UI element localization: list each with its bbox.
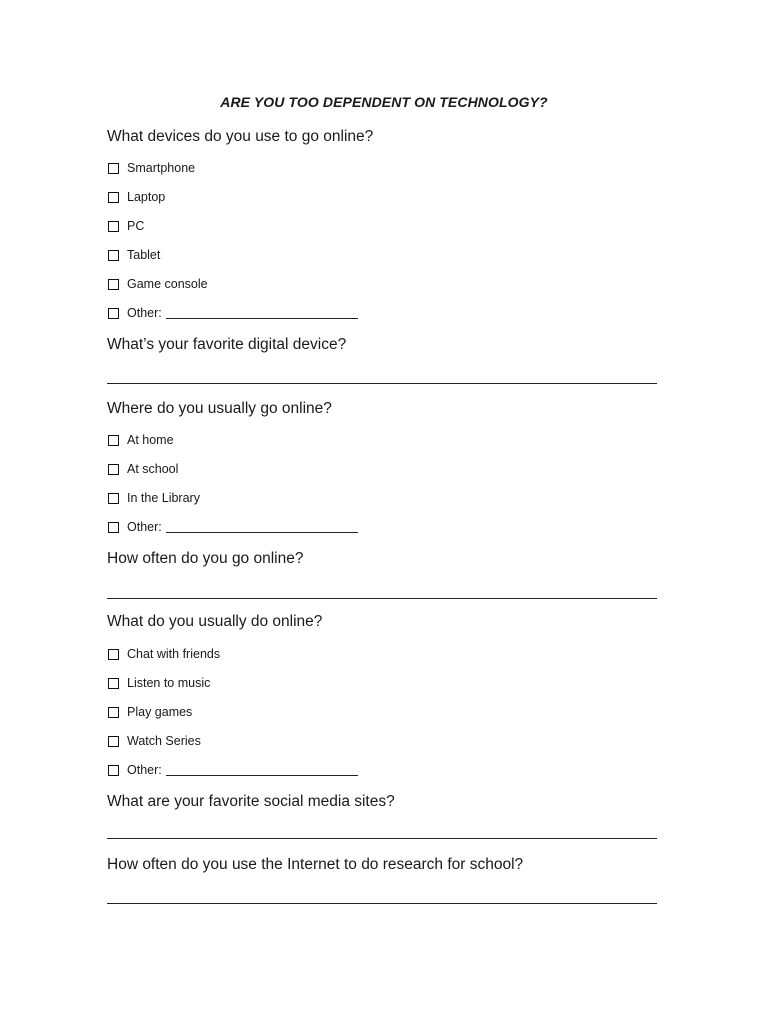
- option-label: PC: [127, 219, 145, 233]
- option-label: Watch Series: [127, 734, 201, 748]
- checkbox[interactable]: [108, 250, 119, 261]
- option-label: At school: [127, 462, 179, 476]
- question-favorite-device: What’s your favorite digital device?: [107, 336, 347, 353]
- option-label: Other:: [127, 763, 162, 777]
- option-game-console[interactable]: [108, 276, 208, 292]
- option-tablet[interactable]: [108, 247, 160, 263]
- checkbox[interactable]: [108, 221, 119, 232]
- question-how-often-online: How often do you go online?: [107, 550, 304, 567]
- option-play-games[interactable]: [108, 704, 192, 720]
- answer-line-favorite-device[interactable]: [107, 383, 657, 384]
- question-social-media: What are your favorite social media sites?: [107, 793, 395, 810]
- option-pc[interactable]: [108, 218, 144, 234]
- option-chat-with-friends[interactable]: [108, 646, 220, 662]
- question-research-frequency: How often do you use the Internet to do research for school?: [107, 856, 524, 873]
- page-title: ARE YOU TOO DEPENDENT ON TECHNOLOGY?: [220, 94, 548, 110]
- answer-line-social-media[interactable]: [107, 838, 657, 839]
- checkbox[interactable]: [108, 522, 119, 533]
- checkbox[interactable]: [108, 192, 119, 203]
- option-label: Other:: [127, 306, 162, 320]
- option-label: Game console: [127, 277, 208, 291]
- option-label: Listen to music: [127, 676, 211, 690]
- option-other-location[interactable]: [108, 519, 358, 535]
- checkbox[interactable]: [108, 279, 119, 290]
- option-laptop[interactable]: [108, 189, 165, 205]
- checkbox[interactable]: [108, 649, 119, 660]
- option-smartphone[interactable]: [108, 160, 195, 176]
- question-devices: What devices do you use to go online?: [107, 128, 374, 145]
- option-watch-series[interactable]: [108, 733, 201, 749]
- option-label: Other:: [127, 520, 162, 534]
- checkbox[interactable]: [108, 493, 119, 504]
- checkbox[interactable]: [108, 308, 119, 319]
- option-label: Tablet: [127, 248, 161, 262]
- question-activities-online: What do you usually do online?: [107, 613, 323, 630]
- answer-line-research-frequency[interactable]: [107, 903, 657, 904]
- option-other-devices[interactable]: [108, 305, 358, 321]
- option-at-home[interactable]: [108, 432, 174, 448]
- checkbox[interactable]: [108, 765, 119, 776]
- option-label: Laptop: [127, 190, 166, 204]
- checkbox[interactable]: [108, 678, 119, 689]
- option-label: Smartphone: [127, 161, 196, 175]
- other-input-line[interactable]: [166, 317, 358, 319]
- checkbox[interactable]: [108, 464, 119, 475]
- option-label: In the Library: [127, 491, 200, 505]
- option-label: Play games: [127, 705, 193, 719]
- checkbox[interactable]: [108, 707, 119, 718]
- option-label: Chat with friends: [127, 647, 221, 661]
- other-input-line[interactable]: [166, 531, 358, 533]
- option-at-school[interactable]: [108, 461, 178, 477]
- checkbox[interactable]: [108, 163, 119, 174]
- option-in-the-library[interactable]: [108, 490, 200, 506]
- checkbox[interactable]: [108, 736, 119, 747]
- option-label: At home: [127, 433, 174, 447]
- question-where-online: Where do you usually go online?: [107, 400, 332, 417]
- answer-line-how-often-online[interactable]: [107, 598, 657, 599]
- option-listen-to-music[interactable]: [108, 675, 210, 691]
- option-other-activity[interactable]: [108, 762, 358, 778]
- other-input-line[interactable]: [166, 774, 358, 776]
- checkbox[interactable]: [108, 435, 119, 446]
